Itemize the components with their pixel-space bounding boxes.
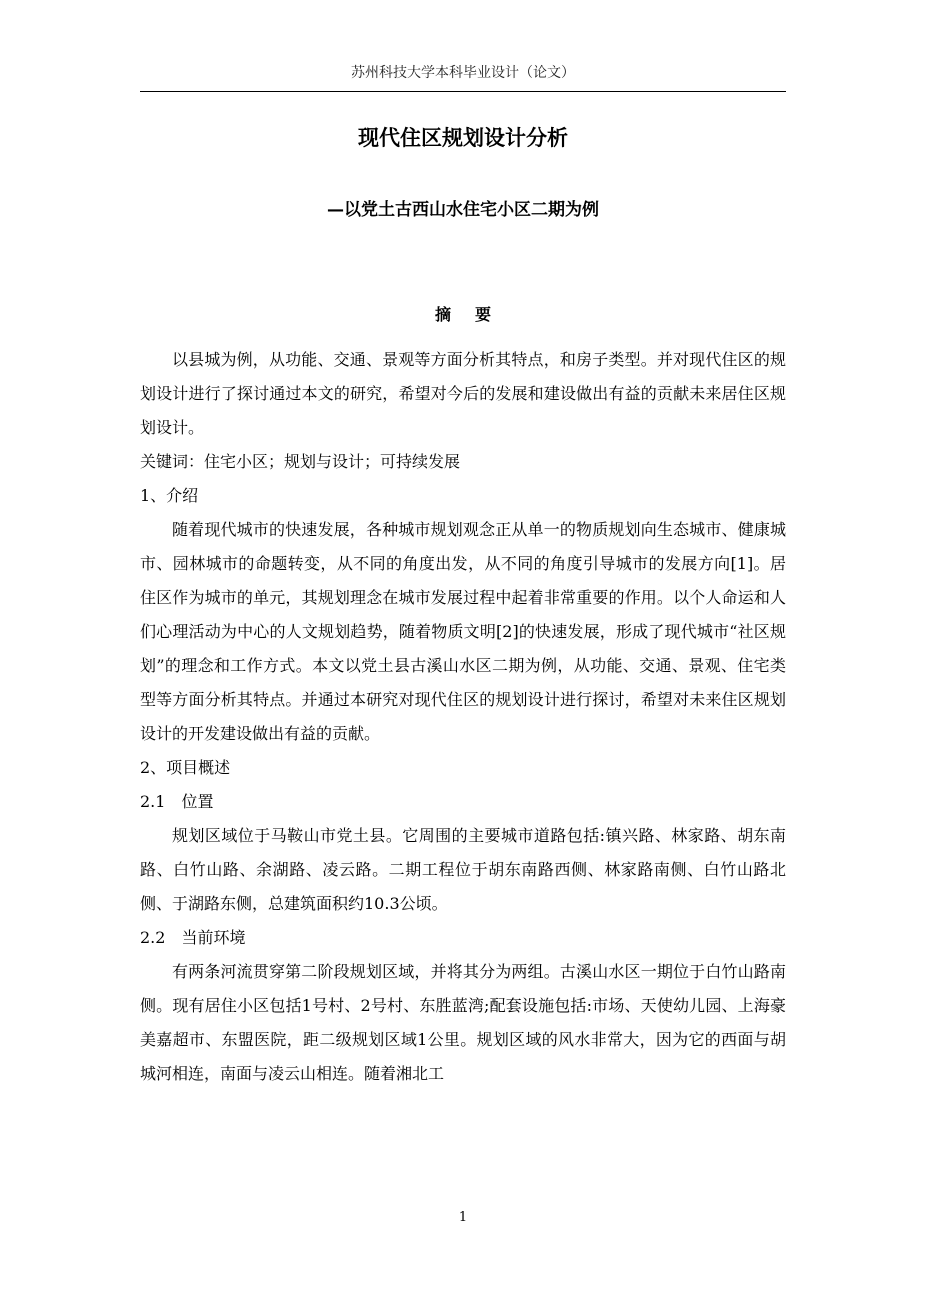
running-header: 苏州科技大学本科毕业设计（论文） [351, 65, 575, 81]
paper-title: 现代住区规划设计分析 [358, 126, 568, 150]
abstract-paragraph: 以县城为例，从功能、交通、景观等方面分析其特点，和房子类型。并对现代住区的规划设计进行了探讨通过本文的研究，希望对今后的发展和建设做出有益的贡献未来居住区规划设计。 [140, 350, 786, 437]
header-divider [140, 91, 786, 92]
paper-subtitle: —以党土古西山水住宅小区二期为例 [327, 200, 599, 220]
body-text [140, 343, 786, 1091]
location-paragraph: 规划区域位于马鞍山市党土县。它周围的主要城市道路包括:镇兴路、林家路、胡东南路、白竹山路、余湖路、凌云路。二期工程位于胡东南路西侧、林家路南侧、白竹山路北侧、于湖路东侧，总建筑面积约10.3公顷。 [140, 826, 786, 913]
abstract-heading: 摘要 [434, 305, 515, 324]
section-heading-overview: 2、项目概述 [140, 758, 231, 777]
intro-paragraph: 随着现代城市的快速发展，各种城市规划观念正从单一的物质规划向生态城市、健康城市、园林城市的命题转变，从不同的角度出发，从不同的角度引导城市的发展方向[1]。居住区作为城市的单元，其规划理念在城市发展过程中起着非常重要的作用。以个人命运和人们心理活动为中心的人文规划趋势，随着物质文明[2]的快速发展，形成了现代城市“社区规划”的理念和工作方式。本文以党土县古溪山水区二期为例，从功能、交通、景观、住宅类型等方面分析其特点。并通过本研究对现代住区的规划设计进行探讨，希望对未来住区规划设计的开发建设做出有益的贡献。 [140, 520, 786, 743]
section-heading-intro: 1、介绍 [140, 486, 199, 505]
page-number: 1 [458, 1210, 468, 1225]
subsection-heading-location: 2.1 位置 [140, 792, 214, 811]
subsection-heading-environment: 2.2 当前环境 [140, 928, 246, 947]
environment-paragraph: 有两条河流贯穿第二阶段规划区域，并将其分为两组。古溪山水区一期位于白竹山路南侧。现有居住小区包括1号村、2号村、东胜蓝湾;配套设施包括:市场、天使幼儿园、上海豪美嘉超市、东盟医院，距二级规划区域1公里。规划区域的风水非常大，因为它的西面与胡城河相连，南面与凌云山相连。随着湘北工 [140, 962, 786, 1083]
keywords-line: 关键词：住宅小区；规划与设计；可持续发展 [140, 452, 461, 471]
